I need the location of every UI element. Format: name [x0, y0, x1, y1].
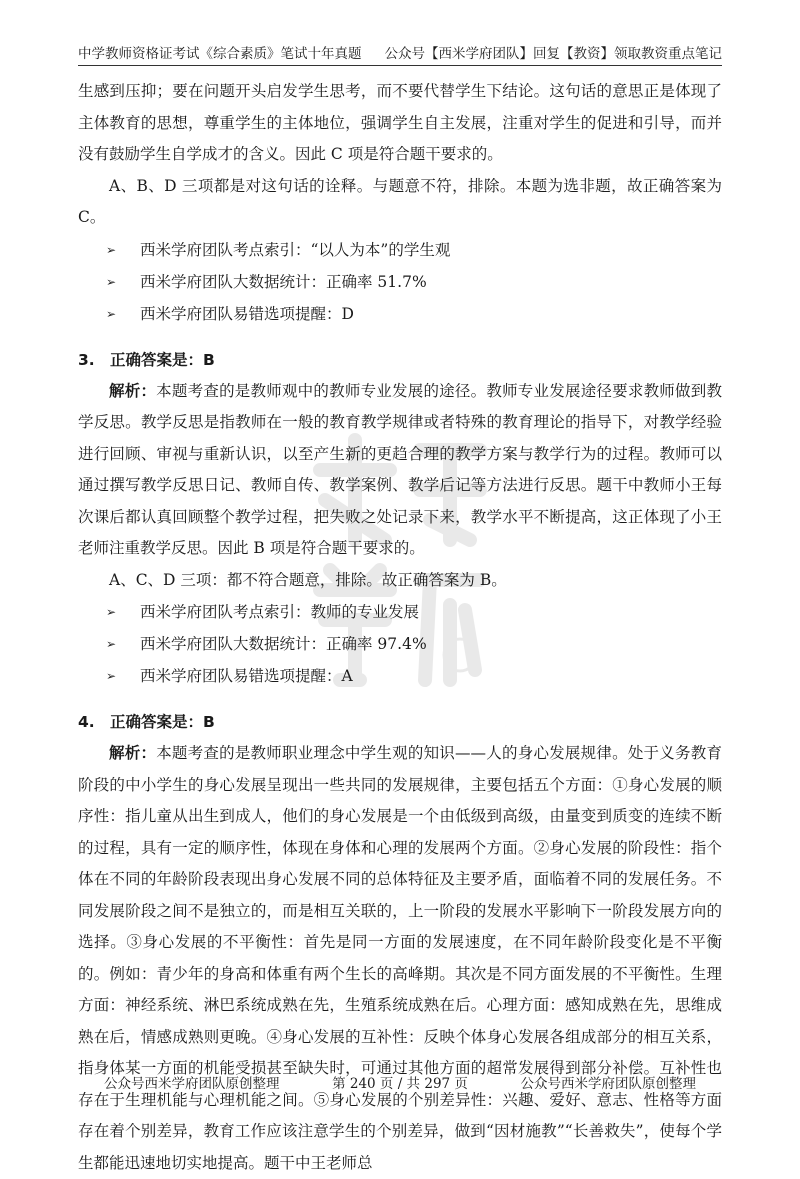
answer-text: 正确答案是：B: [110, 713, 215, 731]
header-left-title: 中学教师资格证考试《综合素质》笔试十年真题: [78, 46, 362, 62]
question-number: 3.: [78, 350, 95, 369]
arrow-bullet-icon: ➢: [106, 605, 117, 619]
list-item: [78, 628, 722, 660]
bullet-text: 西米学府团队大数据统计：正确率 97.4%: [140, 635, 427, 653]
page-number: 第 240 页 / 共 297 页: [332, 1076, 468, 1092]
question-4-analysis: [78, 738, 722, 1179]
bullet-text: 西米学府团队考点索引：“以人为本”的学生观: [140, 240, 451, 259]
page-content: [78, 76, 722, 1179]
list-item: [78, 660, 722, 692]
page-footer: [78, 1072, 722, 1092]
arrow-bullet-icon: ➢: [106, 274, 117, 289]
bullet-text: 西米学府团队易错选项提醒：A: [140, 667, 353, 685]
list-item: [78, 266, 722, 298]
footer-left: 公众号西米学府团队原创整理: [104, 1076, 280, 1092]
question-3-heading: [78, 344, 722, 376]
arrow-bullet-icon: ➢: [106, 242, 117, 257]
analysis-text: 本题考查的是教师职业理念中学生观的知识——人的身心发展规律。处于义务教育阶段的中小学生的身心发展呈现出一些共同的发展规律，主要包括五个方面：①身心发展的顺序性：指儿童从出生到成人，他们的身心发展是一个由低级到高级，由量变到质变的连续不断的过程，具有一定的顺序性，体现在身体和心理的发展两个方面。②身心发展的阶段性：指个体在不同的年龄阶段表现出身心发展不同的总体特征及主要矛盾，面临着不同的发展任务。不同发展阶段之间不是独立的，而是相互关联的，上一阶段的发展水平影响下一阶段发展方向的选择。③身心发展的不平衡性：首先是同一方面的发展速度，在不同年龄阶段变化是不平衡的。例如：青少年的身高和体重有两个生长的高峰期。其次是不同方面发展的不平衡性。生理方面：神经系统、淋巴系统成熟在先，生殖系统成熟在后。心理方面：感知成熟在先，思维成熟在后，情感成熟则更晚。④身心发展的互补性：反映个体身心发展各组成部分的相互关系，指身体某一方面的机能受损甚至缺失时，可通过其他方面的超常发展得到部分补偿。互补性也存在于生理机能与心理机能之间。⑤身心发展的个别差异性：兴趣、爱好、意志、性格等方面存在着个别差异，教育工作应该注意学生的个别差异，做到“因材施教”“长善救失”，使每个学生都能迅速地切实地提高。题干中王老师总: [78, 744, 722, 1172]
analysis-label: 解析：: [109, 744, 157, 762]
question-4-heading: [78, 706, 722, 738]
bullet-text: 西米学府团队大数据统计：正确率 51.7%: [140, 272, 427, 291]
bullet-text: 西米学府团队考点索引：教师的专业发展: [140, 603, 420, 621]
analysis-text: 本题考查的是教师观中的教师专业发展的途径。教师专业发展途径要求教师做到教学反思。教学反思是指教师在一般的教育教学规律或者特殊的教育理论的指导下，对教学经验进行回顾、审视与重新认识，以至产生新的更趋合理的教学方案与教学行为的过程。教师可以通过撰写教学反思日记、教师自传、教学案例、教学后记等方法进行反思。题干中教师小王每次课后都认真回顾整个教学过程，把失败之处记录下来，教学水平不断提高，这正体现了小王老师注重教学反思。因此 B 项是符合题干要求的。: [78, 381, 722, 557]
bullet-text: 西米学府团队易错选项提醒：D: [140, 304, 354, 323]
intro-paragraph: 生感到压抑；要在问题开头启发学生思考，而不要代替学生下结论。这句话的意思正是体现了主体教育的思想，尊重学生的主体地位，强调学生自主发展，注重对学生的促进和引导，而并没有鼓励学生自学成才的含义。因此 C 项是符合题干要求的。: [78, 82, 722, 163]
header-right-note: 公众号【西米学府团队】回复【教资】领取教资重点笔记: [384, 46, 722, 62]
question-3-analysis: [78, 376, 722, 565]
arrow-bullet-icon: ➢: [106, 637, 117, 651]
list-item: [78, 234, 722, 266]
arrow-bullet-icon: ➢: [106, 306, 117, 321]
question-number: 4.: [78, 713, 95, 731]
analysis-label: 解析：: [109, 381, 157, 400]
list-item: [78, 596, 722, 628]
question-3-conclusion: A、C、D 三项：都不符合题意，排除。故正确答案为 B。: [109, 570, 507, 589]
answer-text: 正确答案是：B: [110, 350, 215, 369]
intro-conclusion: A、B、D 三项都是对这句话的诠释。与题意不符，排除。本题为选非题，故正确答案为 C。: [78, 176, 722, 226]
list-item: [78, 298, 722, 330]
page-header: [78, 40, 722, 66]
footer-right: 公众号西米学府团队原创整理: [520, 1076, 696, 1092]
arrow-bullet-icon: ➢: [106, 669, 117, 683]
